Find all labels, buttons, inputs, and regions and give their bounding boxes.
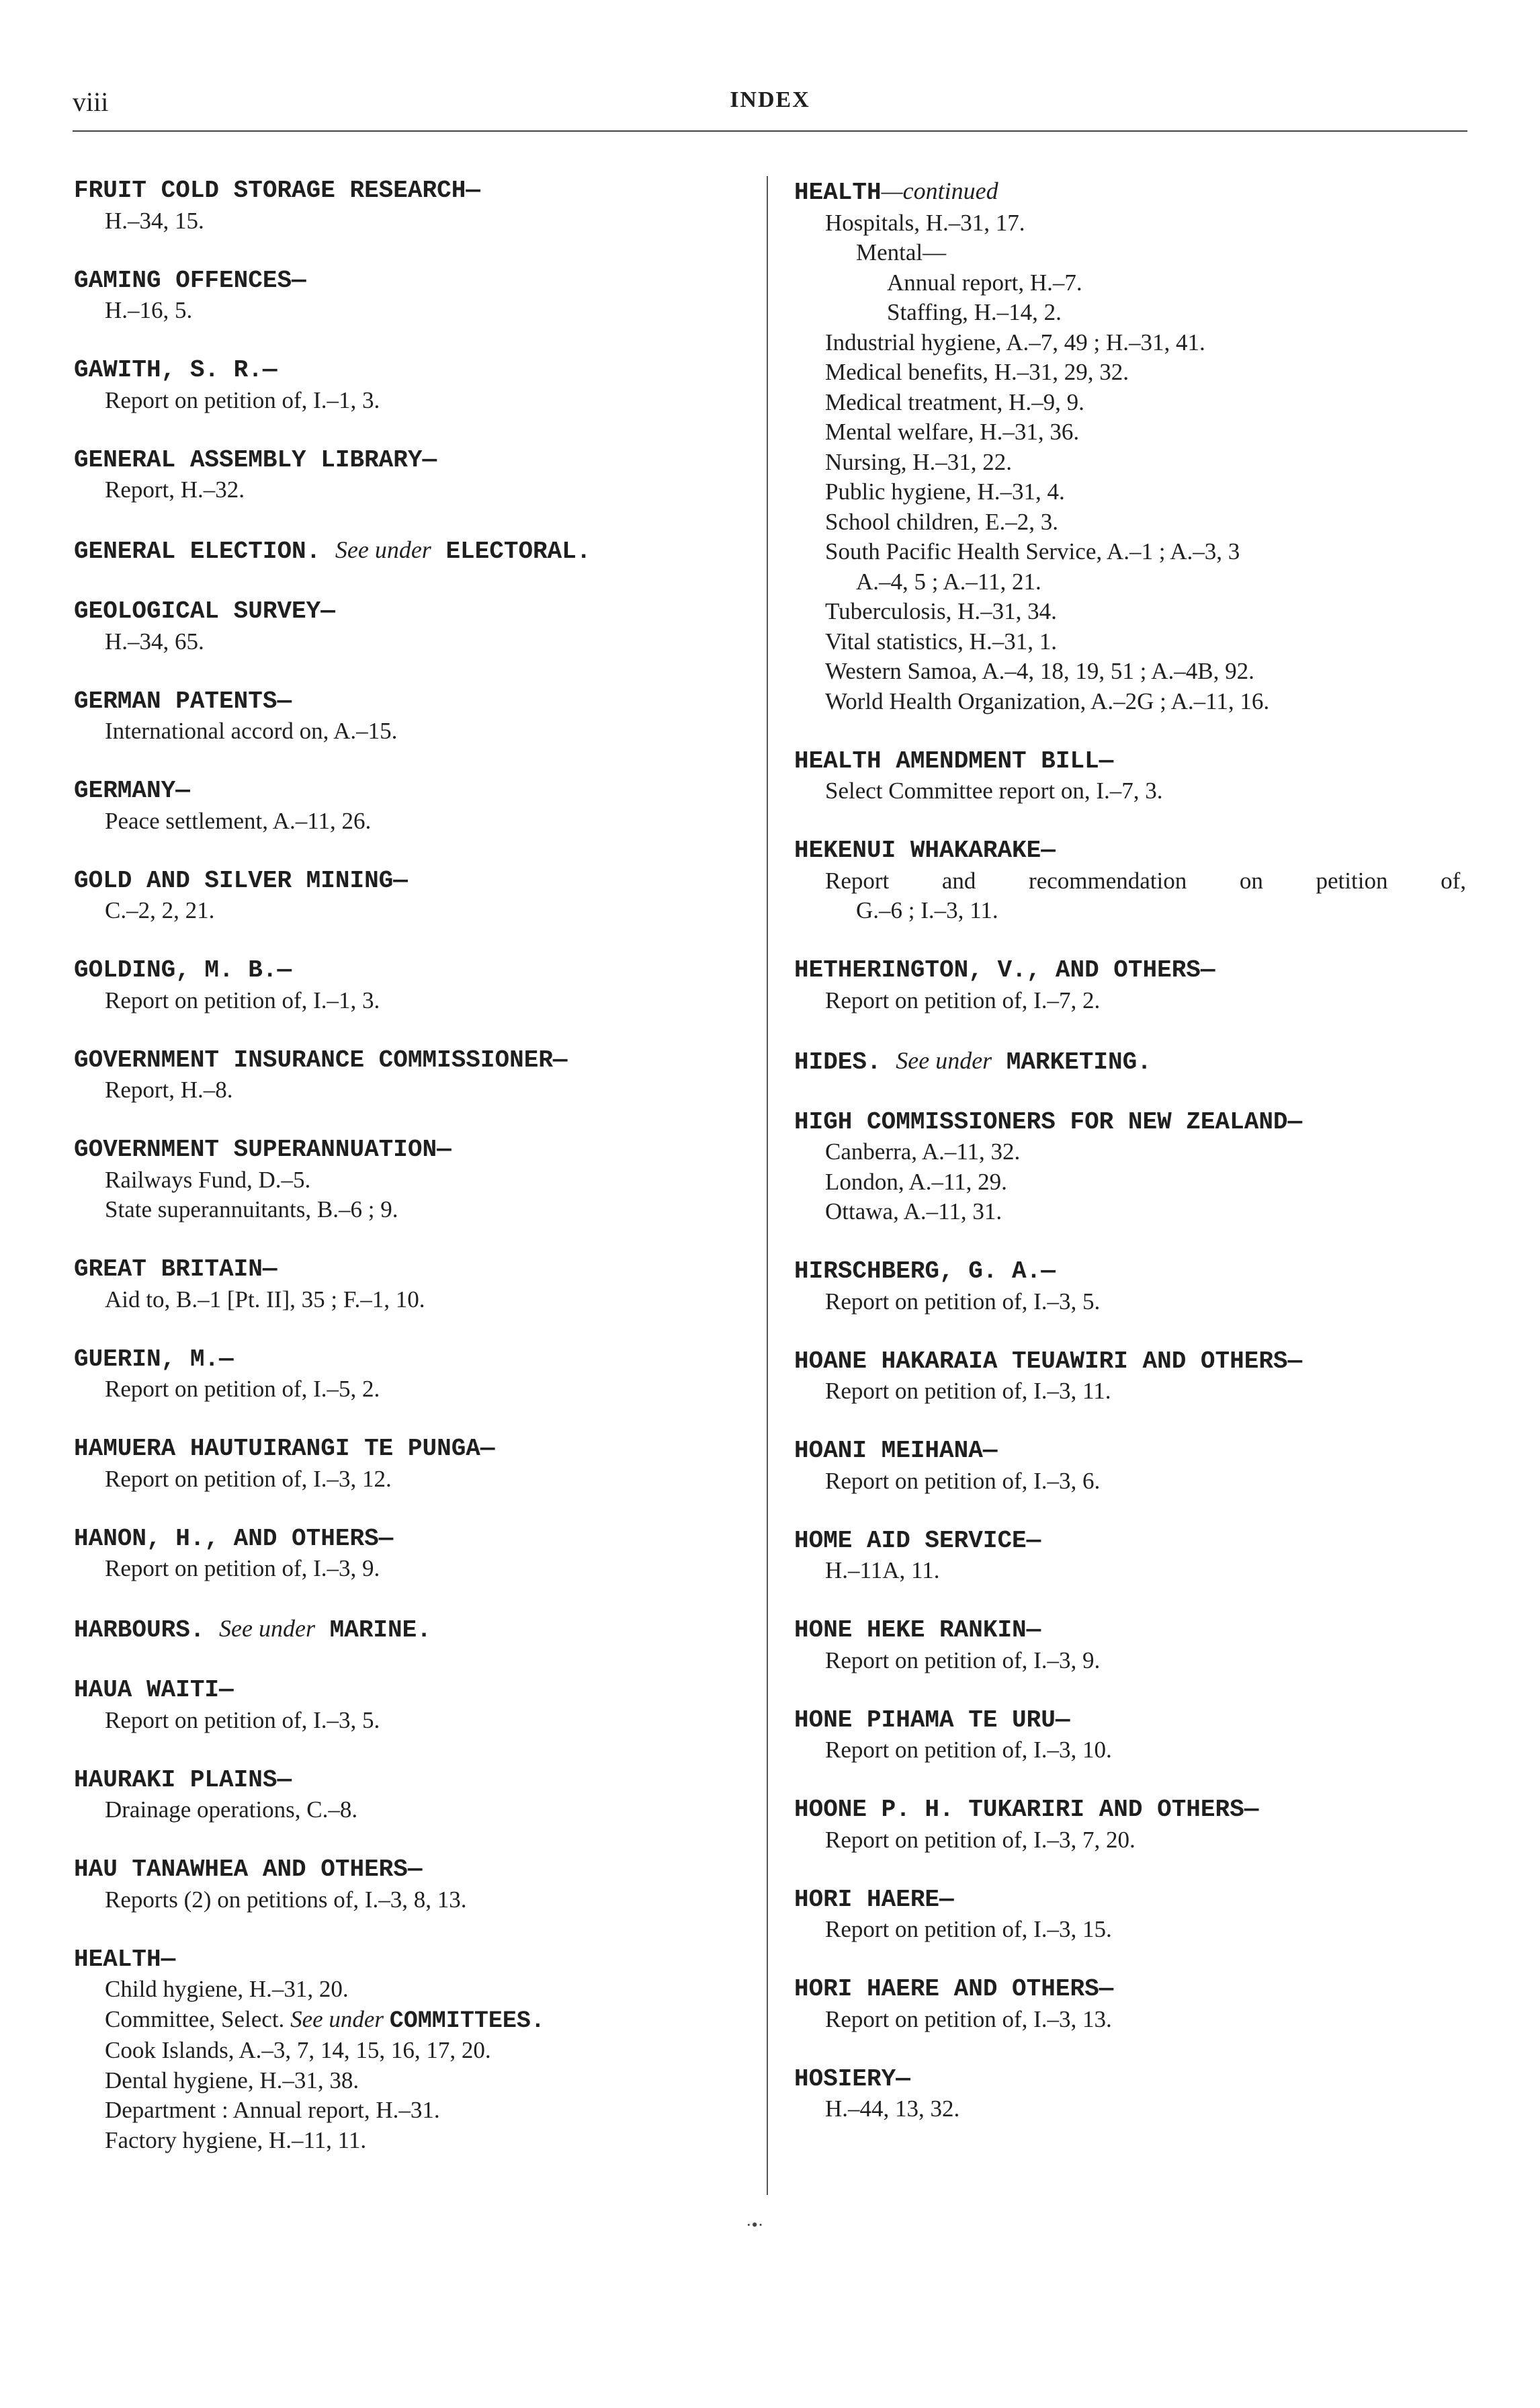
entry-line: Industrial hygiene, A.–7, 49 ; H.–31, 41. [825, 329, 1205, 356]
index-entry [74, 776, 739, 836]
index-entry [794, 956, 1466, 1015]
entry-line: C.–2, 2, 21. [105, 897, 215, 923]
entry-line: H.–34, 15. [105, 207, 204, 234]
index-entry [74, 1046, 739, 1106]
printer-mark-icon: ·•· [746, 2215, 764, 2235]
index-entry [74, 535, 739, 567]
entry-heading: HONE HEKE RANKIN— [794, 1616, 1041, 1644]
entry-heading: HORI HAERE AND OTHERS— [794, 1975, 1114, 2003]
page-number: viii [73, 87, 109, 117]
entry-line: Report on petition of, I.–3, 12. [105, 1465, 392, 1492]
entry-line: Report on petition of, I.–5, 2. [105, 1376, 380, 1402]
entry-subline: Staffing, H.–14, 2. [887, 299, 1062, 325]
index-entry [74, 176, 739, 236]
entry-line: Report on petition of, I.–3, 6. [825, 1467, 1101, 1494]
index-entry [794, 2065, 1466, 2124]
index-entry [74, 1345, 739, 1405]
entry-line: World Health Organization, A.–2G ; A.–11, 16. [825, 688, 1270, 714]
entry-line: International accord on, A.–15. [105, 718, 398, 744]
heading-text: HARBOURS. [74, 1616, 205, 1644]
index-entry [794, 1885, 1466, 1945]
entry-line: Cook Islands, A.–3, 7, 14, 15, 16, 17, 20. [105, 2037, 491, 2063]
index-entry [74, 956, 739, 1015]
entry-line [74, 2005, 739, 2036]
index-entry [794, 1616, 1466, 1675]
entry-line: Report on petition of, I.–3, 11. [825, 1378, 1111, 1404]
entry-line: Mental— [856, 239, 947, 265]
entry-line: Railways Fund, D.–5. [105, 1166, 311, 1193]
index-entry [74, 446, 739, 505]
entry-heading [794, 176, 1466, 208]
entry-line: Ottawa, A.–11, 31. [825, 1198, 1002, 1224]
entry-line: School children, E.–2, 3. [825, 508, 1059, 535]
entry-line: Report on petition of, I.–3, 7, 20. [825, 1826, 1136, 1853]
entry-heading: HEKENUI WHAKARAKE— [794, 837, 1056, 864]
index-entry [74, 1524, 739, 1584]
entry-heading: GERMANY— [74, 777, 190, 804]
index-entry [794, 1526, 1466, 1586]
right-column [794, 176, 1466, 2124]
entry-heading: GOVERNMENT SUPERANNUATION— [74, 1136, 452, 1163]
entry-heading: GENERAL ASSEMBLY LIBRARY— [74, 446, 437, 474]
entry-line: Drainage operations, C.–8. [105, 1796, 358, 1823]
entry-line: H.–44, 13, 32. [825, 2095, 960, 2122]
index-entry [794, 1795, 1466, 1855]
entry-line: A.–4, 5 ; A.–11, 21. [856, 568, 1041, 595]
entry-line: Report on petition of, I.–3, 5. [105, 1706, 380, 1733]
entry-line: Mental welfare, H.–31, 36. [825, 419, 1080, 445]
entry-heading: GERMAN PATENTS— [74, 687, 292, 715]
see-under: See under [896, 1046, 992, 1074]
entry-line: Vital statistics, H.–31, 1. [825, 628, 1057, 655]
entry-heading: HOANI MEIHANA— [794, 1437, 998, 1464]
heading-text: GENERAL ELECTION. [74, 538, 321, 565]
entry-line: Dental hygiene, H.–31, 38. [105, 2067, 359, 2093]
left-column [74, 176, 739, 2155]
entry-line: London, A.–11, 29. [825, 1168, 1007, 1195]
index-entry [74, 1945, 739, 2156]
entry-line: Report on petition of, I.–3, 10. [825, 1737, 1112, 1763]
index-entry [74, 1135, 739, 1225]
see-under: See under [219, 1615, 315, 1642]
entry-line: Factory hygiene, H.–11, 11. [105, 2126, 367, 2153]
entry-line: Report, H.–32. [105, 476, 245, 503]
entry-line: Public hygiene, H.–31, 4. [825, 479, 1065, 505]
entry-heading: GEOLOGICAL SURVEY— [74, 597, 335, 625]
index-entry-continued [794, 176, 1466, 716]
entry-line: Report, H.–8. [105, 1077, 233, 1103]
entry-heading [794, 1046, 1466, 1078]
entry-heading: HEALTH— [74, 1945, 176, 1973]
index-entry [74, 356, 739, 415]
heading-text: HIDES. [794, 1048, 882, 1076]
entry-line: Select Committee report on, I.–7, 3. [825, 778, 1163, 804]
entry-line: Tuberculosis, H.–31, 34. [825, 598, 1057, 624]
entry-heading: HOONE P. H. TUKARIRI AND OTHERS— [794, 1796, 1259, 1823]
index-entry [74, 1434, 739, 1494]
entry-heading: HAU TANAWHEA AND OTHERS— [74, 1856, 423, 1883]
entry-heading: GUERIN, M.— [74, 1345, 234, 1373]
entry-line: Report on petition of, I.–3, 9. [105, 1555, 380, 1581]
continued-label: —continued [881, 177, 998, 204]
index-entry [794, 1706, 1466, 1766]
entry-heading: HOSIERY— [794, 2065, 910, 2093]
entry-heading: FRUIT COLD STORAGE RESEARCH— [74, 177, 480, 204]
entry-heading: HIGH COMMISSIONERS FOR NEW ZEALAND— [794, 1108, 1303, 1136]
index-entry [794, 1436, 1466, 1496]
entry-line: Report on petition of, I.–3, 15. [825, 1916, 1112, 1942]
entry-line: G.–6 ; I.–3, 11. [856, 897, 998, 923]
entry-heading: GAMING OFFENCES— [74, 266, 306, 294]
entry-line: H.–34, 65. [105, 628, 204, 655]
entry-heading: HONE PIHAMA TE URU— [794, 1706, 1070, 1734]
entry-heading: HOANE HAKARAIA TEUAWIRI AND OTHERS— [794, 1347, 1303, 1375]
index-entry [794, 1975, 1466, 2034]
entry-line: Nursing, H.–31, 22. [825, 448, 1013, 475]
entry-line: Report on petition of, I.–3, 9. [825, 1647, 1101, 1673]
entry-line: Report on petition of, I.–7, 2. [825, 987, 1101, 1013]
see-under: See under [290, 2005, 384, 2032]
cross-reference: MARINE. [329, 1616, 431, 1644]
page-title: INDEX [730, 87, 810, 112]
cross-reference: MARKETING. [1006, 1048, 1152, 1076]
entry-line: Report on petition of, I.–3, 13. [825, 2005, 1112, 2032]
entry-line: Peace settlement, A.–11, 26. [105, 807, 372, 834]
index-entry [74, 1675, 739, 1735]
entry-heading: HOME AID SERVICE— [794, 1526, 1041, 1554]
entry-line: Aid to, B.–1 [Pt. II], 35 ; F.–1, 10. [105, 1286, 425, 1313]
see-under: See under [335, 536, 431, 563]
index-entry [74, 1855, 739, 1915]
index-entry [74, 597, 739, 657]
entry-heading: HETHERINGTON, V., AND OTHERS— [794, 956, 1215, 984]
index-entry [794, 747, 1466, 806]
committee-text: Committee, Select. [105, 2005, 285, 2032]
entry-heading: HAMUERA HAUTUIRANGI TE PUNGA— [74, 1435, 495, 1462]
entry-line: Western Samoa, A.–4, 18, 19, 51 ; A.–4B, 92. [825, 658, 1254, 684]
index-entry [74, 1614, 739, 1646]
index-entry [794, 1347, 1466, 1407]
entry-line: Report on petition of, I.–1, 3. [105, 987, 380, 1013]
heading-text: HEALTH [794, 179, 882, 206]
index-entry [74, 866, 739, 926]
index-entry [74, 266, 739, 326]
cross-reference: COMMITTEES. [389, 2007, 545, 2034]
entry-line: Report on petition of, I.–3, 5. [825, 1288, 1101, 1315]
entry-heading: HEALTH AMENDMENT BILL— [794, 747, 1114, 775]
entry-line: H.–11A, 11. [825, 1557, 940, 1583]
index-entry [74, 687, 739, 747]
entry-heading: HIRSCHBERG, G. A.— [794, 1257, 1056, 1285]
entry-heading: GOLD AND SILVER MINING— [74, 866, 408, 895]
entry-line: Report and recommendation on petition of, [825, 867, 1466, 894]
entry-line: State superannuitants, B.–6 ; 9. [105, 1196, 398, 1222]
index-entry [794, 1108, 1466, 1227]
entry-line: Medical treatment, H.–9, 9. [825, 388, 1084, 415]
entry-heading: HAUA WAITI— [74, 1676, 234, 1704]
column-divider [767, 176, 768, 2195]
entry-line: Report on petition of, I.–1, 3. [105, 386, 380, 413]
entry-heading: GREAT BRITAIN— [74, 1255, 277, 1283]
index-entry [794, 1046, 1466, 1078]
entry-line: South Pacific Health Service, A.–1 ; A.–3, 3 [825, 538, 1240, 565]
entry-heading [74, 535, 739, 567]
entry-line: Medical benefits, H.–31, 29, 32. [825, 359, 1129, 385]
entry-line: Canberra, A.–11, 32. [825, 1138, 1021, 1165]
entry-line: Hospitals, H.–31, 17. [825, 209, 1025, 236]
cross-reference: ELECTORAL. [445, 538, 591, 565]
entry-line: Reports (2) on petitions of, I.–3, 8, 13. [105, 1886, 467, 1913]
entry-heading [74, 1614, 739, 1646]
entry-heading: HORI HAERE— [794, 1885, 954, 1913]
entry-heading: GAWITH, S. R.— [74, 356, 277, 384]
header-rule [73, 130, 1467, 132]
index-entry [794, 836, 1466, 926]
entry-heading: GOLDING, M. B.— [74, 956, 292, 984]
index-entry [74, 1255, 739, 1315]
entry-line: H.–16, 5. [105, 297, 193, 323]
entry-heading: HANON, H., AND OTHERS— [74, 1524, 394, 1552]
entry-line: Department : Annual report, H.–31. [105, 2097, 440, 2123]
entry-line: Child hygiene, H.–31, 20. [105, 1976, 349, 2002]
index-entry [794, 1257, 1466, 1317]
entry-subline: Annual report, H.–7. [887, 269, 1082, 296]
entry-heading: GOVERNMENT INSURANCE COMMISSIONER— [74, 1046, 568, 1074]
index-entry [74, 1766, 739, 1825]
entry-heading: HAURAKI PLAINS— [74, 1766, 292, 1794]
